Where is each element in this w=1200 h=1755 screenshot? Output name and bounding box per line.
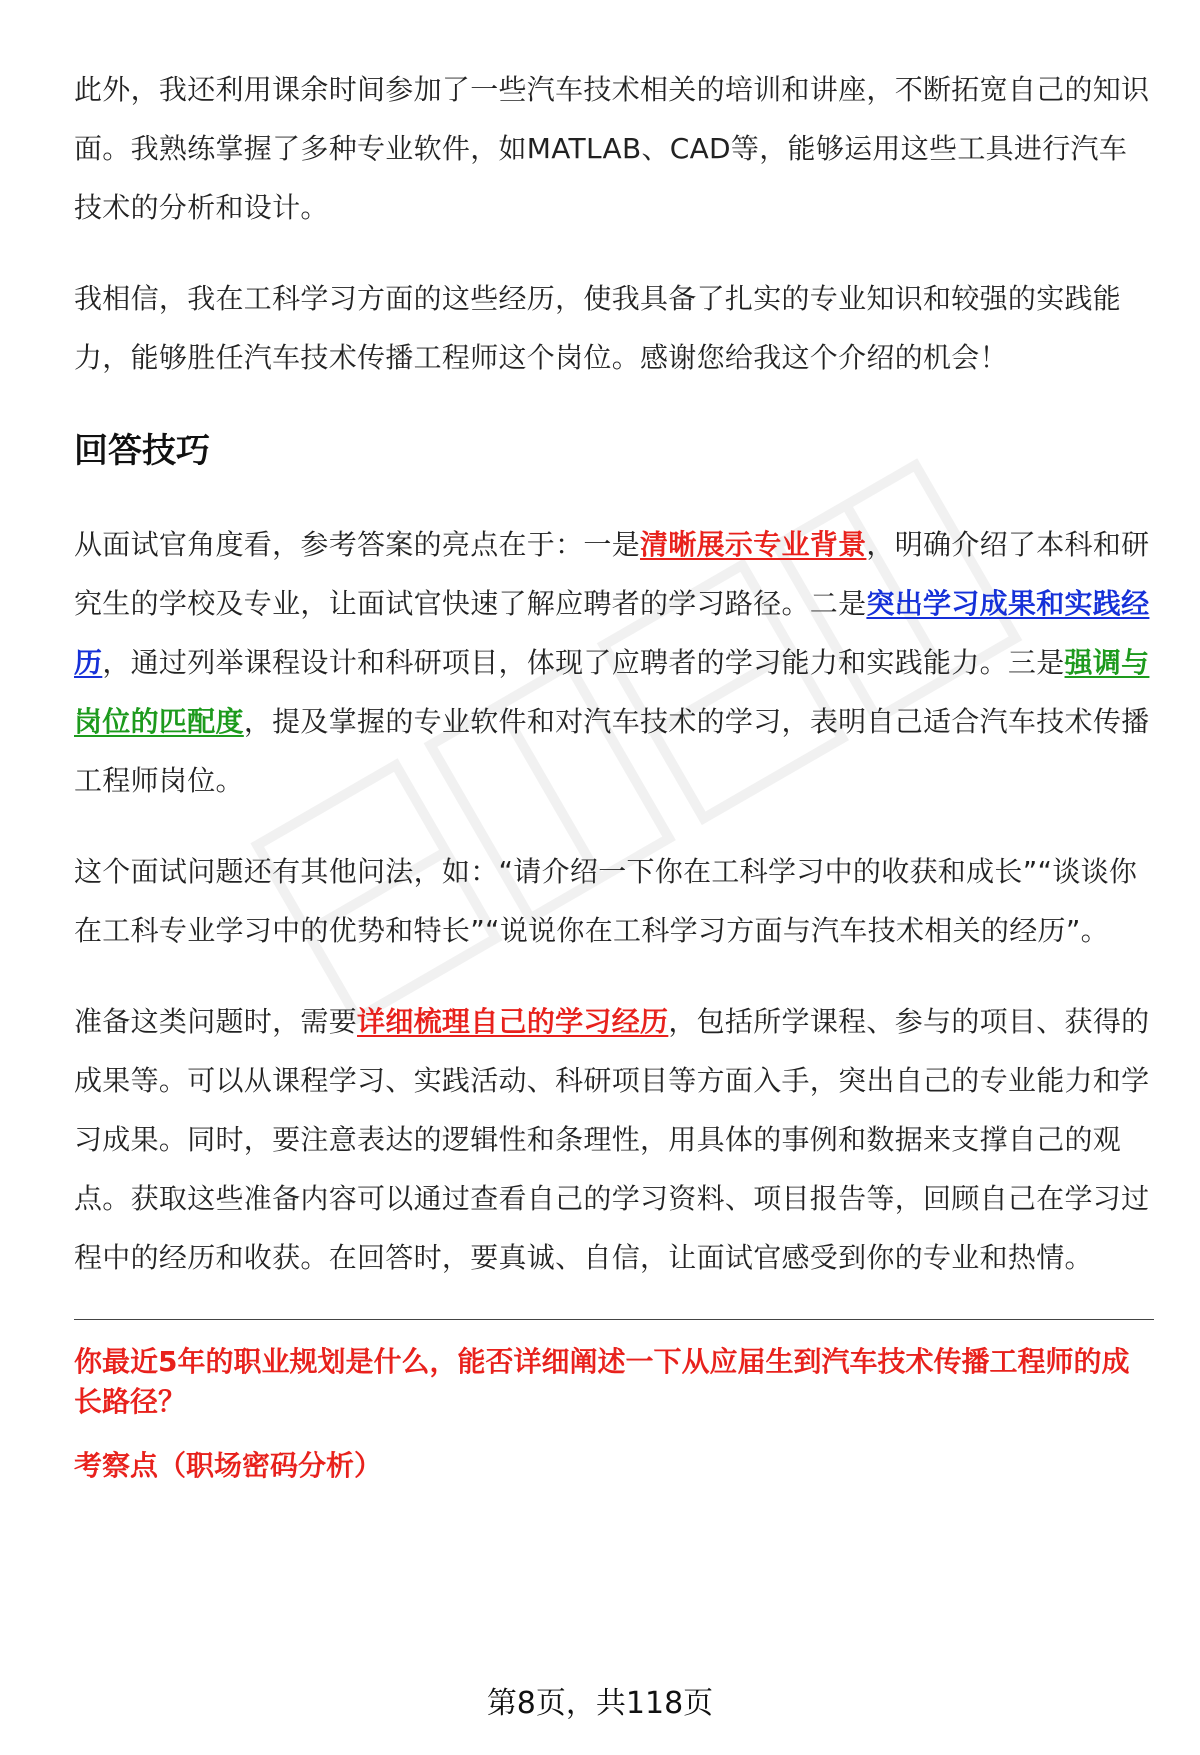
highlight-match: 强调与岗位的匹配度 <box>74 646 1150 738</box>
page-number: 第8页，共118页 <box>486 1686 714 1721</box>
next-question: 你最近5年的职业规划是什么，能否详细阐述一下从应届生到汽车技术传播工程师的成长路径？ <box>74 1345 1130 1418</box>
tips-text: ，通过列举课程设计和科研项目，体现了应聘者的学习能力和实践能力。三是 <box>102 646 1065 679</box>
highlight-review-experience: 详细梳理自己的学习经历 <box>357 1005 669 1038</box>
paragraph-preparation <box>74 992 1154 1287</box>
paragraph-conclusion: 我相信，我在工科学习方面的这些经历，使我具备了扎实的专业知识和较强的实践能力，能够胜任汽车技术传播工程师这个岗位。感谢您给我这个介绍的机会！ <box>74 282 1122 374</box>
section-divider <box>74 1319 1154 1320</box>
paragraph-tips-highlights <box>74 515 1154 810</box>
highlight-achievements: 突出学习成果和实践经历 <box>74 587 1150 679</box>
prep-text: ，包括所学课程、参与的项目、获得的成果等。可以从课程学习、实践活动、科研项目等方面入手，突出自己的专业能力和学习成果。同时，要注意表达的逻辑性和条理性，用具体的事例和数据来支撑自己的观点。获取这些准备内容可以通过查看自己的学习资料、项目报告等，回顾自己在学习过程中的经历和收获。在回答时，要真诚、自信，让面试官感受到你的专业和热情。 <box>74 1005 1150 1274</box>
document-page <box>74 60 1154 1486</box>
tips-text: ，明确介绍了本科和研究生的学校及专业，让面试官快速了解应聘者的学习路径。二是 <box>74 528 1150 620</box>
highlight-background: 清晰展示专业背景 <box>640 528 867 561</box>
tips-text: ，提及掌握的专业软件和对汽车技术的学习，表明自己适合汽车技术传播工程师岗位。 <box>74 705 1150 797</box>
paragraph-alternative-questions: 这个面试问题还有其他问法，如：“请介绍一下你在工科学习中的收获和成长”“谈谈你在工科专业学习中的优势和特长”“说说你在工科学习方面与汽车技术相关的经历”。 <box>74 855 1138 947</box>
analysis-subheading: 考察点（职场密码分析） <box>74 1449 383 1482</box>
prep-text: 准备这类问题时，需要 <box>74 1005 358 1038</box>
paragraph-training: 此外，我还利用课余时间参加了一些汽车技术相关的培训和讲座，不断拓宽自己的知识面。我熟练掌握了多种专业软件，如MATLAB、CAD等，能够运用这些工具进行汽车技术的分析和设计。 <box>74 73 1150 224</box>
tips-text: 从面试官角度看，参考答案的亮点在于：一是 <box>74 528 641 561</box>
section-title: 回答技巧 <box>74 431 210 471</box>
